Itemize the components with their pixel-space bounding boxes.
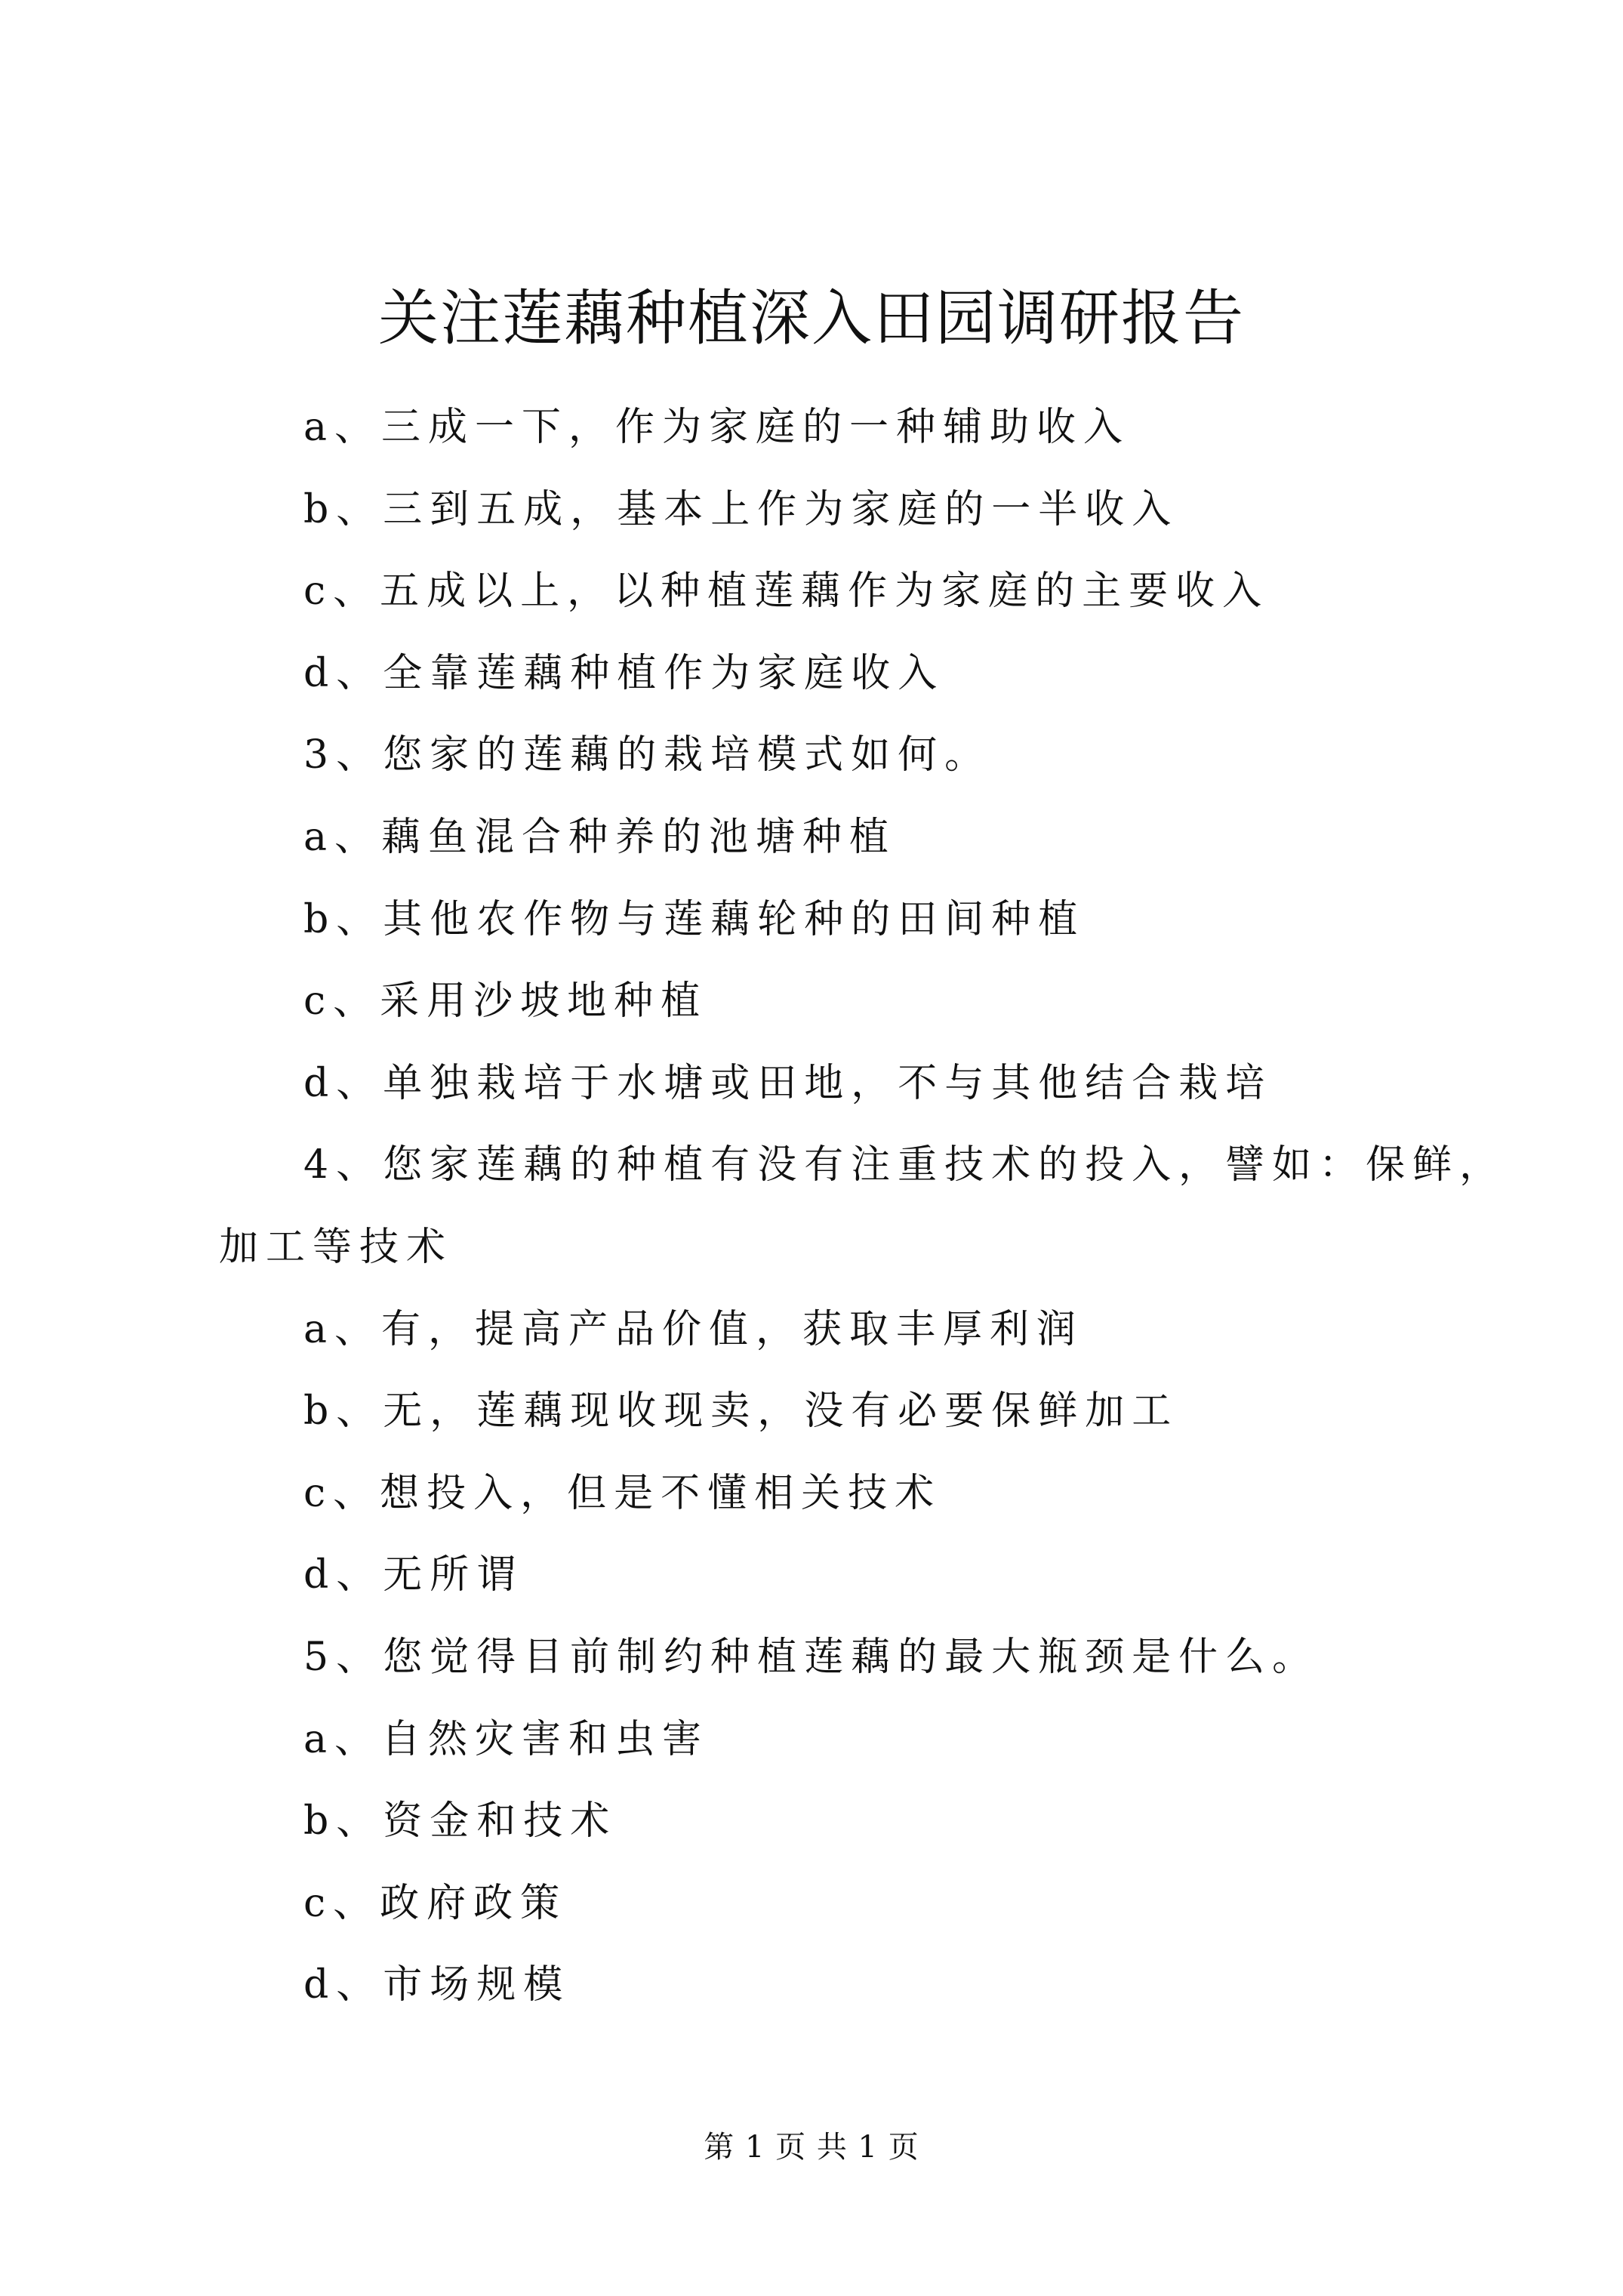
text-line: b、其他农作物与莲藕轮种的田间种植 [303, 896, 1086, 942]
text-line: a、藕鱼混合种养的池塘种植 [303, 814, 897, 860]
question-line: 3、您家的莲藕的栽培模式如何。 [303, 732, 992, 778]
text-line: a、自然灾害和虫害 [303, 1716, 710, 1762]
text-line: d、单独栽培于水塘或田地，不与其他结合栽培 [303, 1060, 1273, 1106]
text-line: c、五成以上，以种植莲藕作为家庭的主要收入 [303, 569, 1270, 615]
page-title: 关注莲藕种植深入田园调研报告 [378, 283, 1245, 353]
text-line: c、采用沙坡地种植 [303, 978, 708, 1025]
text-line: a、有，提高产品价值，获取丰厚利润 [303, 1306, 1084, 1352]
text-line: d、市场规模 [303, 1962, 571, 2008]
page-footer: 第 1 页 共 1 页 [704, 2130, 919, 2165]
text-line: a、三成一下，作为家庭的一种辅助收入 [303, 405, 1131, 450]
text-line: b、无，莲藕现收现卖，没有必要保鲜加工 [303, 1388, 1179, 1435]
text-line: b、三到五成，基本上作为家庭的一半收入 [303, 486, 1179, 532]
text-line: c、政府政策 [303, 1880, 568, 1926]
text-line: c、想投入，但是不懂相关技术 [303, 1470, 942, 1516]
document-body [219, 387, 1507, 2026]
question-line: 4、您家莲藕的种植有没有注重技术的投入，譬如：保鲜， [303, 1142, 1507, 1188]
question-line-continued: 加工等技术 [219, 1224, 454, 1270]
text-line: b、资金和技术 [303, 1798, 617, 1845]
text-line: d、全靠莲藕种植作为家庭收入 [303, 650, 945, 696]
question-line: 5、您觉得目前制约种植莲藕的最大瓶颈是什么。 [303, 1634, 1320, 1680]
text-line: d、无所谓 [303, 1552, 524, 1598]
